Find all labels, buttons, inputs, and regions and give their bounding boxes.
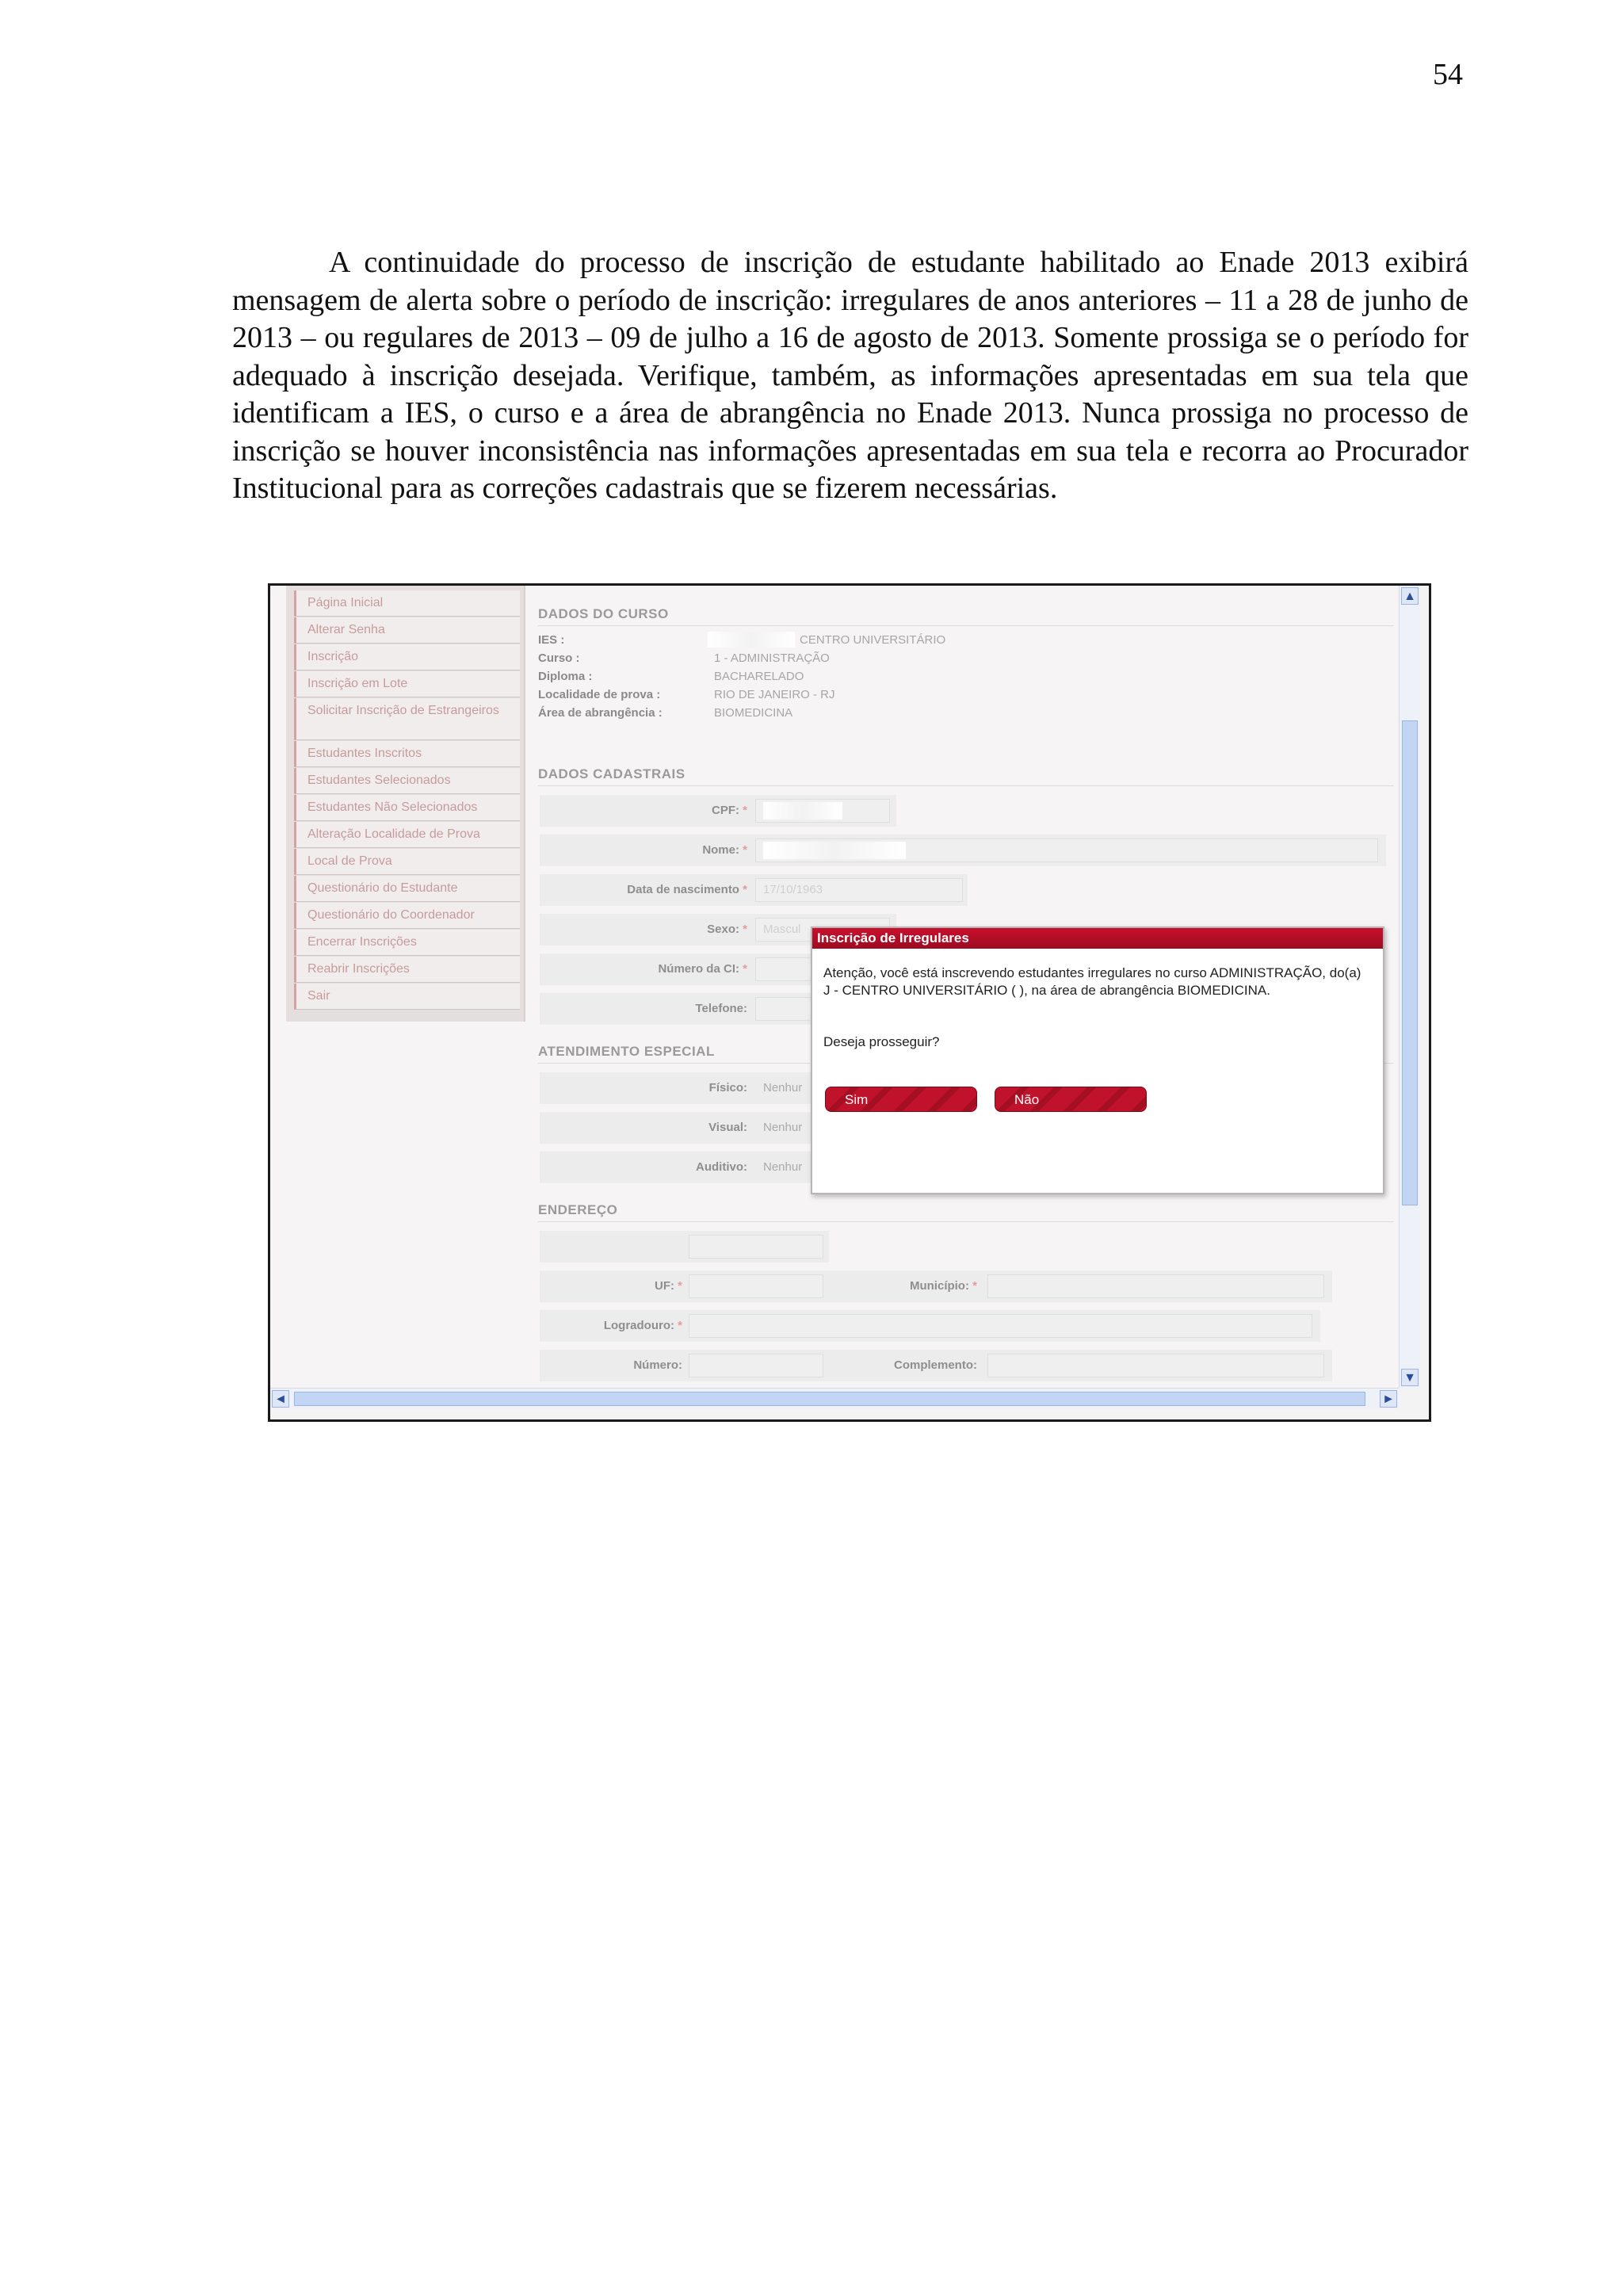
section-divider (538, 1221, 1394, 1222)
cep-input[interactable] (689, 1235, 823, 1259)
menu-item-estudantes-inscritos[interactable]: Estudantes Inscritos (294, 741, 520, 767)
dialog-title: Inscrição de Irregulares (812, 928, 1383, 949)
ci-label: Número da CI: * (658, 962, 747, 976)
ies-value: CENTRO UNIVERSITÁRIO (800, 633, 946, 647)
menu-item-estudantes-nao-selecionados[interactable]: Estudantes Não Selecionados (294, 795, 520, 821)
diploma-value: BACHARELADO (714, 670, 804, 683)
uf-row (540, 1270, 1332, 1302)
menu-item-sair[interactable]: Sair (294, 984, 520, 1010)
horizontal-scroll-thumb[interactable] (294, 1392, 1365, 1406)
screenshot-viewport (270, 586, 1399, 1388)
section-title-cadastrais: DADOS CADASTRAIS (538, 766, 685, 781)
cpf-label: CPF: * (711, 804, 747, 817)
scroll-down-icon[interactable]: ▼ (1401, 1369, 1419, 1386)
scroll-up-icon[interactable]: ▲ (1401, 587, 1419, 605)
menu-item-reabrir-inscricoes[interactable]: Reabrir Inscrições (294, 957, 520, 983)
fisico-value[interactable]: Nenhur (763, 1081, 803, 1095)
cpf-row (540, 795, 896, 827)
complemento-input[interactable] (987, 1354, 1324, 1377)
sexo-value: Mascul (763, 923, 801, 936)
redacted-block (763, 842, 906, 859)
section-title-endereco: ENDEREÇO (538, 1202, 618, 1217)
numero-row (540, 1350, 1332, 1381)
menu-item-alterar-senha[interactable]: Alterar Senha (294, 617, 520, 644)
horizontal-scrollbar[interactable] (270, 1388, 1399, 1409)
sim-button[interactable]: Sim (825, 1087, 977, 1112)
menu-item-inscricao-lote[interactable]: Inscrição em Lote (294, 671, 520, 697)
scroll-left-icon[interactable]: ◄ (272, 1390, 289, 1408)
scroll-right-icon[interactable]: ► (1380, 1390, 1397, 1408)
localidade-value: RIO DE JANEIRO - RJ (714, 688, 835, 701)
redacted-block (763, 802, 842, 819)
nome-row (540, 835, 1386, 866)
auditivo-value[interactable]: Nenhur (763, 1160, 803, 1174)
nao-button[interactable]: Não (995, 1087, 1147, 1112)
body-paragraph: A continuidade do processo de inscrição de estudante habilitado ao Enade 2013 exibirá mensagem de alerta sobre o período de inscrição: irregulares de anos anteriores – 11 a 28 de junho de 2013 – ou regulares de 2013 – 09 de julho a 16 de agosto de 2013. Somente prossiga se o período for adequado à inscrição desejada. Verifique, também, as informações apresentadas em sua tela que identificam a IES, o curso e a área de abrangência no Enade 2013. Nunca prossiga no processo de inscrição se houver inconsistência nas informações apresentadas em sua tela e recorra ao Procurador Institucional para as correções cadastrais que se fizerem necessárias. (232, 246, 1468, 505)
diploma-label: Diploma : (538, 670, 593, 683)
menu-item-local-prova[interactable]: Local de Prova (294, 849, 520, 875)
menu-item-questionario-coordenador[interactable]: Questionário do Coordenador (294, 903, 520, 929)
localidade-label: Localidade de prova : (538, 688, 661, 701)
vertical-scrollbar[interactable] (1399, 586, 1420, 1388)
municipio-select[interactable] (987, 1274, 1324, 1298)
area-label: Área de abrangência : (538, 706, 663, 720)
menu-item-encerrar-inscricoes[interactable]: Encerrar Inscrições (294, 930, 520, 956)
complemento-label: Complemento: (894, 1358, 977, 1372)
fisico-label: Físico: (708, 1081, 747, 1095)
menu-item-inscricao[interactable]: Inscrição (294, 644, 520, 670)
municipio-label: Município: * (909, 1279, 977, 1293)
dialog-message: Atenção, você está inscrevendo estudantes irregulares no curso ADMINISTRAÇÃO, do(a) J - CENTRO UNIVERSITÁRIO ( ), na área de abrangência BIOMEDICINA. (823, 965, 1361, 998)
embedded-screenshot (268, 583, 1431, 1422)
logradouro-row (540, 1310, 1320, 1342)
cep-row (540, 1231, 829, 1263)
area-value: BIOMEDICINA (714, 706, 793, 720)
dialog-question: Deseja prosseguir? (823, 1034, 940, 1049)
nascimento-label: Data de nascimento * (627, 883, 747, 896)
logradouro-input[interactable] (689, 1314, 1312, 1338)
nascimento-row (540, 874, 968, 906)
redacted-block (708, 632, 795, 648)
menu-item-alteracao-localidade[interactable]: Alteração Localidade de Prova (294, 822, 520, 848)
menu-item-pagina-inicial[interactable]: Página Inicial (294, 590, 520, 617)
visual-value[interactable]: Nenhur (763, 1121, 803, 1134)
nascimento-value: 17/10/1963 (763, 883, 823, 896)
visual-label: Visual: (708, 1121, 747, 1134)
curso-value: 1 - ADMINISTRAÇÃO (714, 651, 830, 665)
irregulares-dialog (811, 926, 1384, 1194)
section-divider (538, 785, 1394, 786)
uf-label: UF: * (654, 1279, 682, 1293)
section-divider (538, 625, 1394, 626)
section-title-atendimento: ATENDIMENTO ESPECIAL (538, 1044, 715, 1059)
ies-label: IES : (538, 633, 565, 647)
page-number: 54 (1433, 58, 1463, 91)
sidebar-menu (294, 590, 520, 1010)
auditivo-label: Auditivo: (696, 1160, 747, 1174)
menu-item-questionario-estudante[interactable]: Questionário do Estudante (294, 876, 520, 902)
menu-item-estudantes-selecionados[interactable]: Estudantes Selecionados (294, 768, 520, 794)
numero-label: Número: (633, 1358, 682, 1372)
sexo-label: Sexo: * (707, 923, 747, 936)
sidebar (286, 586, 525, 1022)
telefone-label: Telefone: (695, 1002, 747, 1015)
curso-label: Curso : (538, 651, 580, 665)
menu-item-solicitar-estrangeiros[interactable]: Solicitar Inscrição de Estrangeiros (294, 698, 520, 740)
vertical-scroll-thumb[interactable] (1402, 720, 1418, 1205)
logradouro-label: Logradouro: * (603, 1319, 682, 1332)
nome-label: Nome: * (702, 843, 747, 857)
section-title-curso: DADOS DO CURSO (538, 606, 669, 621)
